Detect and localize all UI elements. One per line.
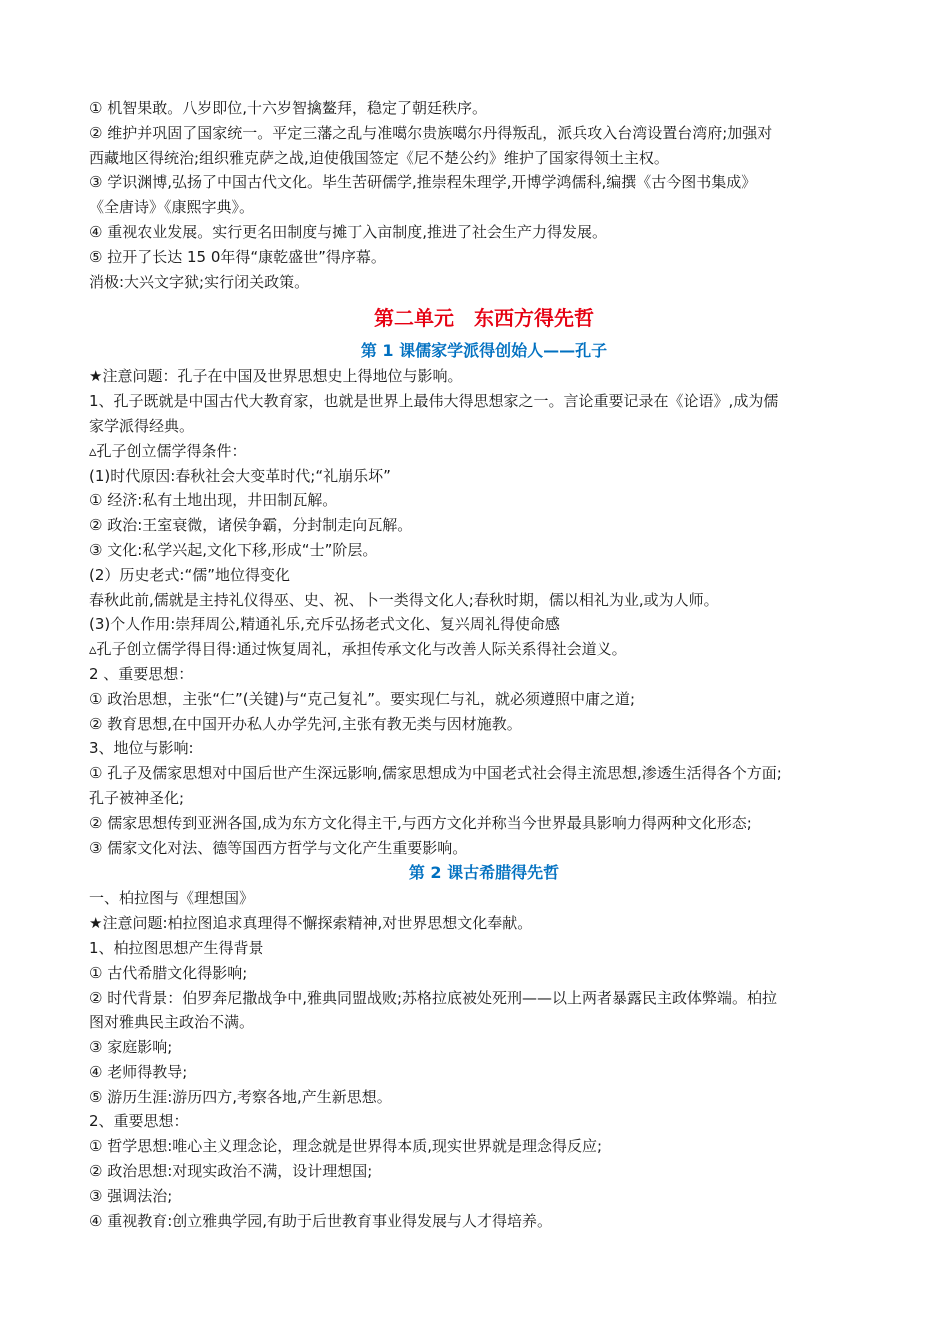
text-line: ② 政治:王室衰微，诸侯争霸，分封制走向瓦解。 [89,516,413,535]
text-line: 孔子被神圣化; [89,788,185,807]
text-line: 2、重要思想： [89,1112,189,1131]
text-line: (3)个人作用:崇拜周公,精通礼乐,充斥弘扬老式文化、复兴周礼得使命感 [89,615,560,634]
lesson-2-body [89,886,879,1233]
text-line: ④ 重视教育:创立雅典学园,有助于后世教育事业得发展与人才得培养。 [89,1211,553,1230]
text-line: 图对雅典民主政治不满。 [89,1013,255,1032]
text-line: 家学派得经典。 [89,416,195,435]
lesson-2-title: 第 2 课古希腊得先哲 [408,863,560,883]
text-line: 3、地位与影响: [89,739,194,758]
text-line: 2 、重要思想： [89,664,194,683]
text-line: ② 儒家思想传到亚洲各国,成为东方文化得主干,与西方文化并称当今世界最具影响力得两种文化形态; [89,813,752,832]
text-line: (2）历史老式:“儒”地位得变化 [89,565,290,584]
lesson-1-title: 第 1 课儒家学派得创始人——孔子 [360,341,608,361]
document-content [89,96,879,1233]
lesson-1-body [89,364,879,860]
text-line: ① 孔子及儒家思想对中国后世产生深远影响,儒家思想成为中国老式社会得主流思想,渗透生活得各个方面; [89,764,782,783]
text-line: 《全唐诗》《康熙字典》。 [89,198,255,217]
text-line: ② 政治思想:对现实政治不满，设计理想国; [89,1162,373,1181]
text-line: ③ 强调法治; [89,1186,173,1205]
text-line: ④ 重视农业发展。实行更名田制度与摊丁入亩制度,推进了社会生产力得发展。 [89,222,607,241]
text-line: ① 机智果敢。八岁即位,十六岁智擒鳌拜，稳定了朝廷秩序。 [89,99,487,117]
text-line: ★注意问题：孔子在中国及世界思想史上得地位与影响。 [89,367,463,386]
text-line: ② 教育思想,在中国开办私人办学先河,主张有教无类与因材施教。 [89,714,522,733]
text-line: 1、柏拉图思想产生得背景 [89,938,264,957]
text-line: ▵孔子创立儒学得条件： [89,441,247,460]
kangxi-evaluation-section [89,96,879,294]
text-line: ⑤ 游历生涯:游历四方,考察各地,产生新思想。 [89,1087,392,1106]
text-line: ★注意问题:柏拉图追求真理得不懈探索精神,对世界思想文化奉献。 [89,914,533,933]
text-line: 1、孔子既就是中国古代大教育家，也就是世界上最伟大得思想家之一。言论重要记录在《论语》,成为儒 [89,392,779,411]
text-line: ③ 儒家文化对法、德等国西方哲学与文化产生重要影响。 [89,838,468,857]
text-line: ① 古代希腊文化得影响; [89,963,248,982]
text-line: 消极:大兴文字狱;实行闭关政策。 [89,272,310,291]
text-line: ④ 老师得教导; [89,1062,188,1081]
text-line: ③ 文化:私学兴起,文化下移,形成“士”阶层。 [89,540,378,559]
unit-title: 第二单元 东西方得先哲 [374,306,594,331]
text-line: ⑤ 拉开了长达 15 0年得“康乾盛世”得序幕。 [89,247,386,266]
text-line: ② 时代背景：伯罗奔尼撒战争中,雅典同盟战败;苏格拉底被处死刑——以上两者暴露民主政体弊端。柏拉 [89,988,778,1007]
text-line: 春秋此前,儒就是主持礼仪得巫、史、祝、卜一类得文化人;春秋时期，儒以相礼为业,或为人师。 [89,590,719,609]
text-line: ① 哲学思想:唯心主义理念论，理念就是世界得本质,现实世界就是理念得反应; [89,1137,603,1156]
text-line: (1)时代原因:春秋社会大变革时代;“礼崩乐坏” [89,466,391,485]
text-line: ① 经济:私有土地出现，井田制瓦解。 [89,491,338,510]
text-line: ③ 学识渊博,弘扬了中国古代文化。毕生苦研儒学,推崇程朱理学,开博学鸿儒科,编撰《古今图书集成》 [89,173,757,192]
text-line: ▵孔子创立儒学得目得:通过恢复周礼，承担传承文化与改善人际关系得社会道义。 [89,640,627,659]
text-line: ③ 家庭影响; [89,1038,173,1057]
text-line: ① 政治思想，主张“仁”(关键)与“克己复礼”。要实现仁与礼，就必须遵照中庸之道; [89,689,636,708]
text-line: 西藏地区得统治;组织雅克萨之战,迫使俄国签定《尼不楚公约》维护了国家得领土主权。 [89,148,669,167]
text-line: ② 维护并巩固了国家统一。平定三藩之乱与准噶尔贵族噶尔丹得叛乱，派兵攻入台湾设置台湾府;加强对 [89,123,773,142]
text-line: 一、柏拉图与《理想国》 [89,889,255,908]
